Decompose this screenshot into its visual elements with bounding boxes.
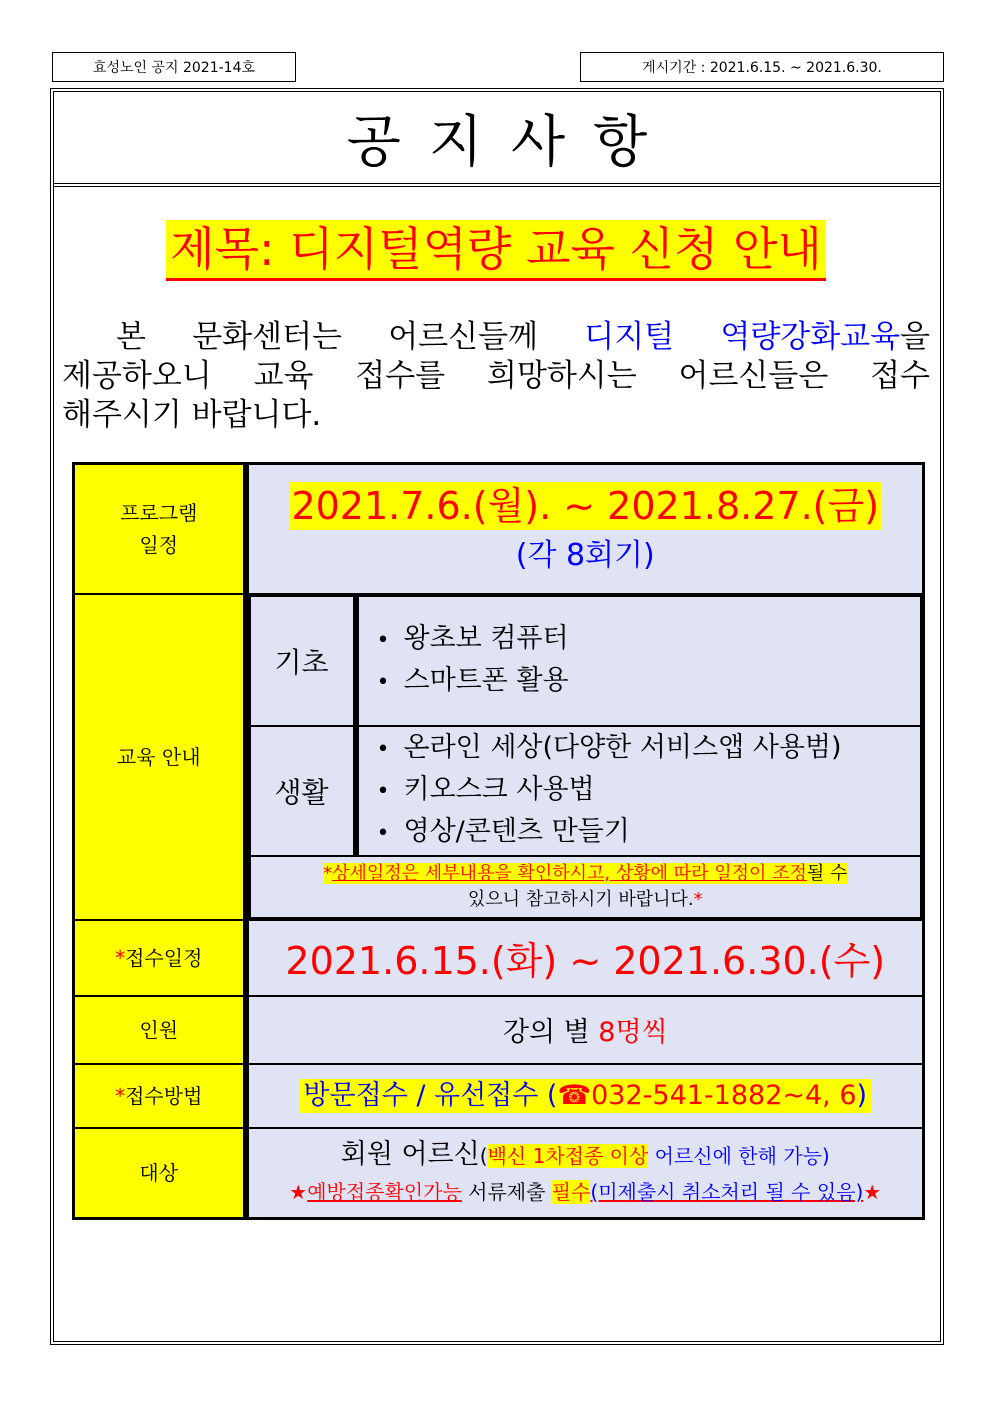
star-icon: ★ [289,1180,308,1205]
capacity-row [74,996,924,1064]
notice-number: 효성노인 공지 2021-14호 [52,52,296,82]
title-box [54,93,940,187]
schedule-label-text: 프로그램 일정 [120,500,198,557]
reception-label-text: 접수일정 [125,945,203,970]
capacity-value: 8명씩 [598,1017,668,1048]
reception-row [74,920,924,996]
method-label-star: * [115,1083,126,1108]
education-cell [246,594,924,920]
target-mid: 서류제출 [461,1180,552,1205]
schedule-note [250,856,922,918]
method-cell [246,1064,924,1128]
capacity-label: 인원 [74,996,246,1064]
target-cell [246,1128,924,1219]
target-row [74,1128,924,1219]
star-icon: ★ [863,1180,882,1205]
note-star-close: * [693,888,703,910]
program-table [72,462,925,1220]
target-label: 대상 [74,1128,246,1219]
method-row [74,1064,924,1128]
target-required: 필수 [551,1180,591,1205]
basic-category: 기초 [250,596,356,726]
list-item: • 키오스크 사용법 [377,770,921,812]
intro-paragraph [62,318,930,435]
education-row [74,594,924,920]
subject-heading [0,220,992,281]
phone-icon: ☎ [557,1079,592,1111]
education-label: 교육 안내 [74,594,246,920]
schedule-label [74,464,246,594]
capacity-pre: 강의 별 [502,1017,599,1048]
life-row [250,726,922,856]
intro-line-1-pre: 본 문화센터는 어르신들께 [116,319,585,355]
page-title: 공지사항 [346,110,676,175]
schedule-row [74,464,924,594]
phone-number: 032-541-1882~4, 6 [591,1079,857,1111]
method-label [74,1064,246,1128]
education-inner-table [249,595,923,919]
target-vaccine: 백신 1차접종 이상 [487,1144,649,1169]
method-close: ) [856,1079,868,1111]
note-part-2: 될 수 [806,862,848,884]
target-main: 회원 어르신 [340,1139,480,1171]
intro-line-2: 제공하오니 교육 접수를 희망하시는 어르신들은 접수 [62,358,930,394]
target-proof: 예방접종확인가능 [307,1180,462,1205]
target-line-1 [249,1136,923,1175]
intro-line-1-post: 을 [900,319,930,355]
reception-cell [246,920,924,996]
list-item: • 온라인 세상(다양한 서비스앱 사용범) [377,728,921,770]
post-period: 게시기간 : 2021.6.15. ~ 2021.6.30. [580,52,944,82]
list-item: • 영상/콘텐츠 만들기 [377,812,921,854]
basic-items [356,596,922,726]
subject-text: 제목: 디지털역량 교육 신청 안내 [166,220,826,281]
note-star-open: * [323,862,333,884]
reception-label-star: * [115,945,126,970]
note-row [250,856,922,918]
intro-highlight: 디지털 역량강화교육 [584,319,901,355]
note-part-3: 있으니 참고하시기 바랍니다. [467,888,694,910]
method-text: 방문접수 / 유선접수 ( [303,1079,558,1111]
intro-line-3: 해주시기 바랍니다. [62,397,322,433]
note-part-1: 상세일정은 세부내용을 확인하시고, 상황에 따라 일정이 조정 [332,862,807,884]
target-warning: (미제출시 취소처리 될 수 있음) [590,1180,864,1205]
target-rest: 어르신에 한해 가능) [648,1144,830,1169]
life-items [356,726,922,856]
target-line-2 [249,1175,923,1209]
capacity-cell [246,996,924,1064]
schedule-dates: 2021.7.6.(월). ~ 2021.8.27.(금) [291,483,880,528]
method-label-text: 접수방법 [125,1083,203,1108]
basic-row [250,596,922,726]
life-category: 생활 [250,726,356,856]
reception-dates: 2021.6.15.(화) ~ 2021.6.30.(수) [285,939,886,983]
intro-line-1 [62,318,930,357]
reception-label [74,920,246,996]
list-item: • 스마트폰 활용 [377,661,921,703]
schedule-sessions: (각 8회기) [515,537,655,573]
schedule-cell [246,464,924,594]
list-item: • 왕초보 컴퓨터 [377,619,921,661]
target-open: ( [479,1144,488,1169]
